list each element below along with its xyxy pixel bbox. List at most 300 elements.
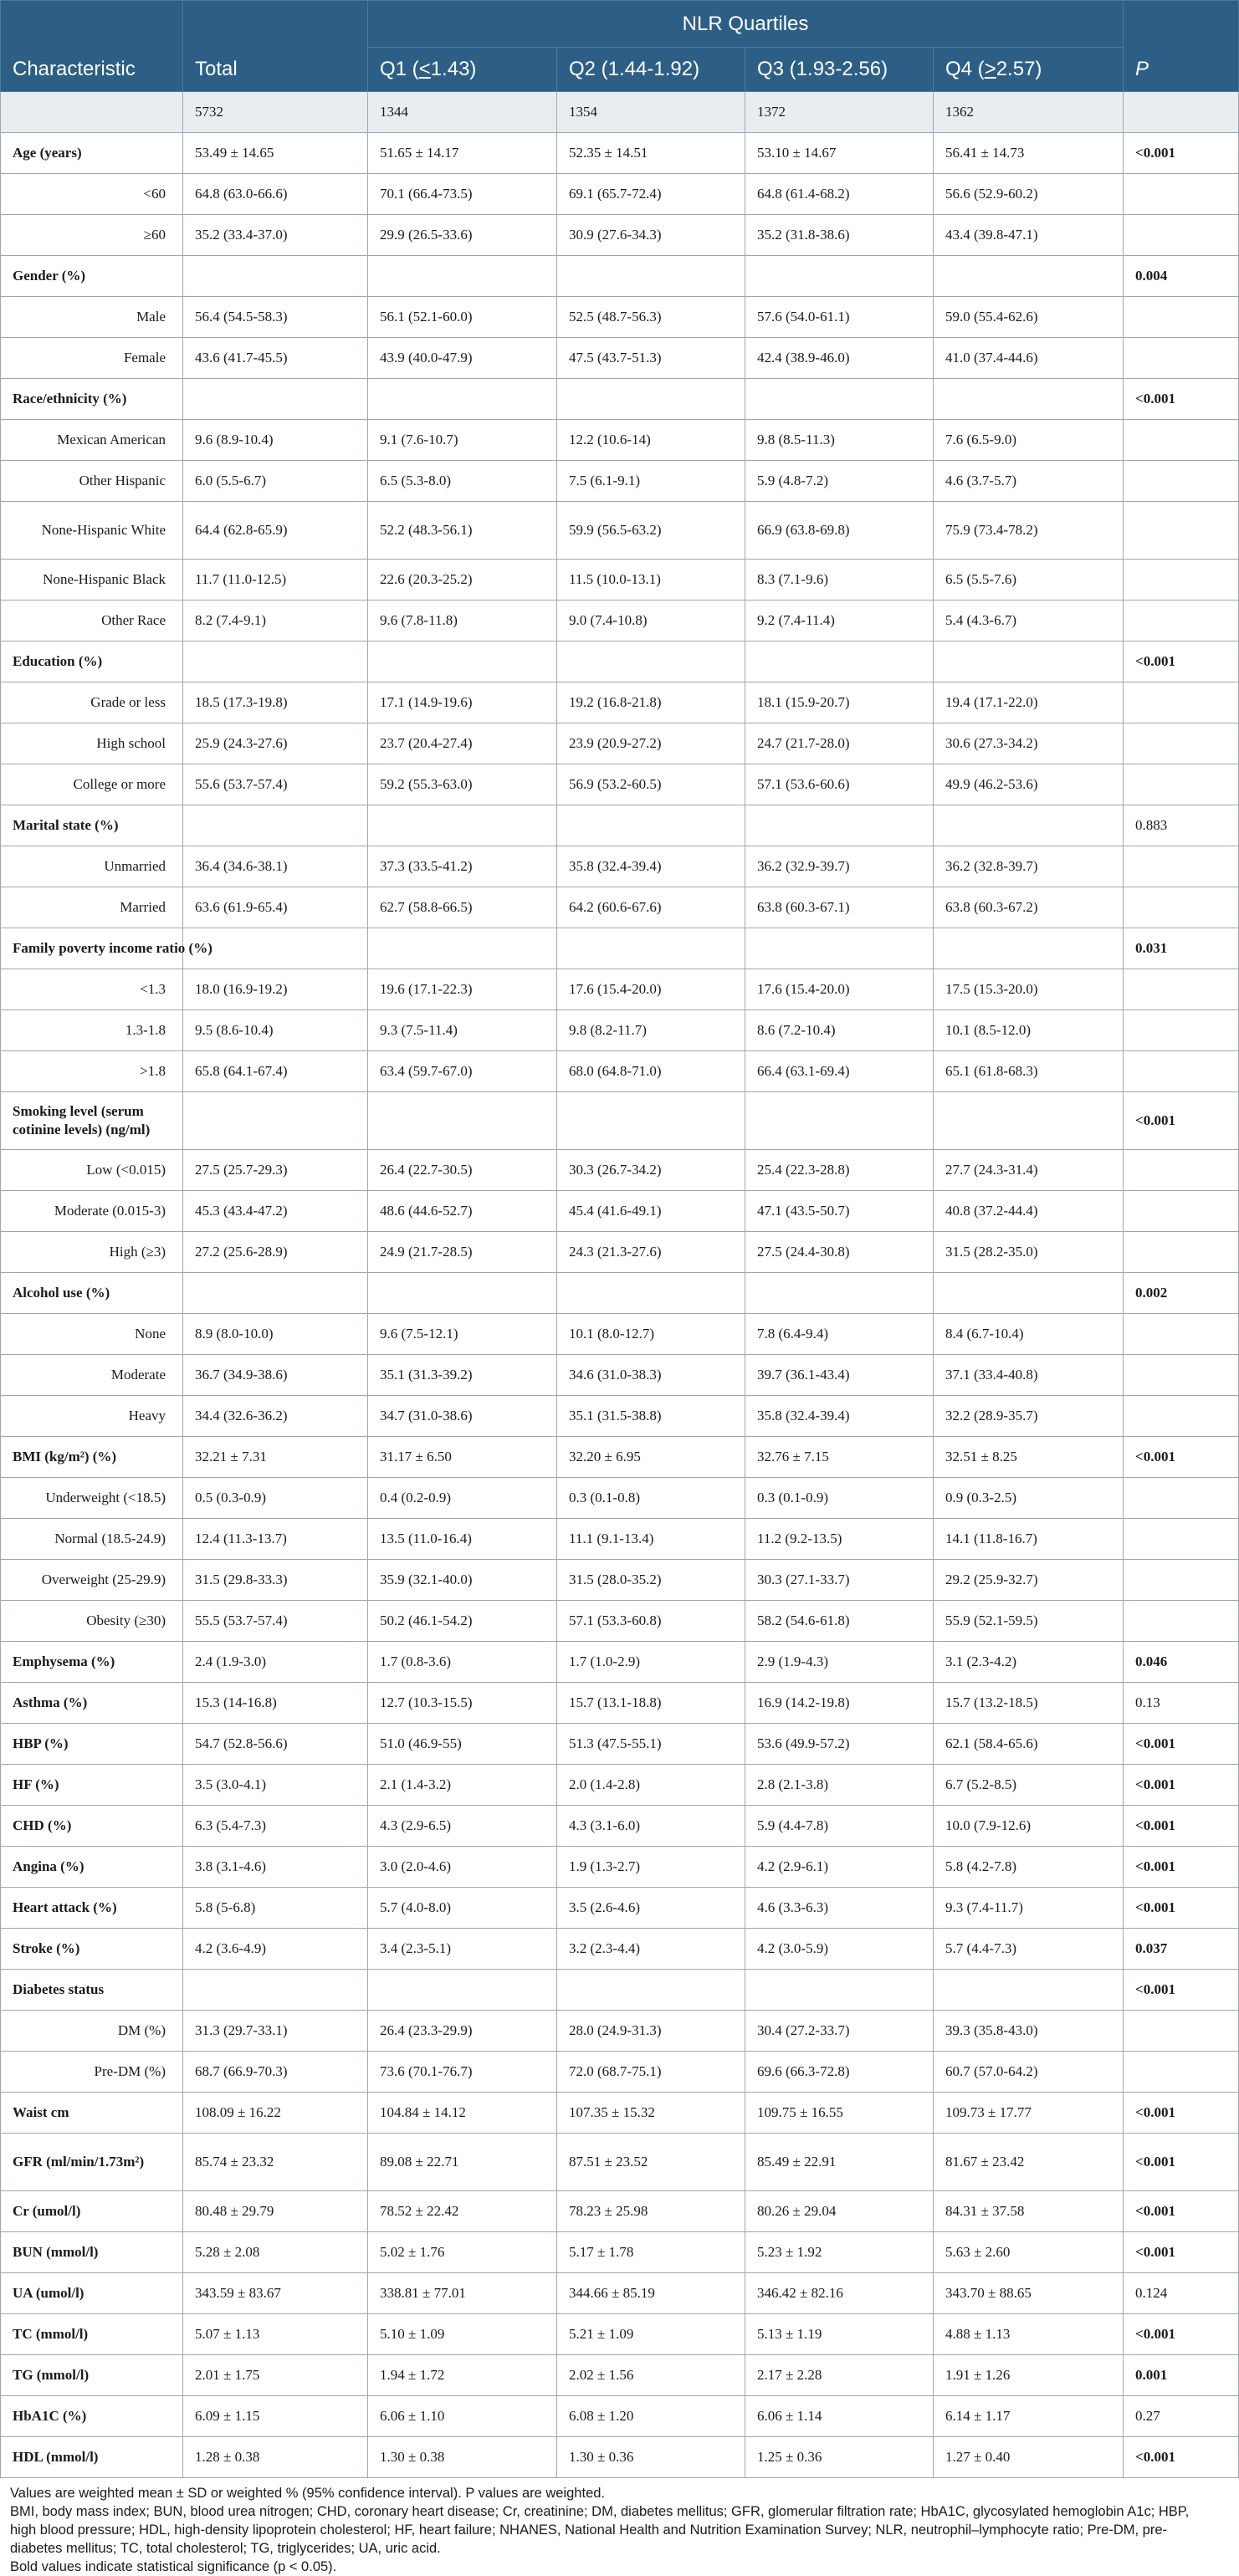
row-label: Moderate (0.015-3): [1, 1191, 183, 1232]
n-cell: 1354: [557, 92, 745, 133]
value-cell: 2.01 ± 1.75: [183, 2355, 368, 2396]
p-value-cell: <0.001: [1124, 1765, 1239, 1806]
value-cell: 56.9 (53.2-60.5): [557, 764, 745, 805]
value-cell: 6.5 (5.5-7.6): [934, 560, 1124, 601]
value-cell: [368, 641, 557, 682]
value-cell: 57.1 (53.3-60.8): [557, 1601, 745, 1642]
value-cell: 4.2 (3.6-4.9): [183, 1929, 368, 1970]
value-cell: 58.2 (54.6-61.8): [745, 1601, 934, 1642]
p-value-cell: <0.001: [1124, 1437, 1239, 1478]
p-value-cell: [1124, 338, 1239, 379]
p-value-cell: <0.001: [1124, 2232, 1239, 2273]
table-row: [1, 2314, 1239, 2355]
value-cell: 18.5 (17.3-19.8): [183, 682, 368, 723]
row-label: Emphysema (%): [1, 1642, 183, 1683]
table-row: [1, 1273, 1239, 1314]
value-cell: 35.2 (33.4-37.0): [183, 215, 368, 256]
row-label: Smoking level (serum cotinine levels) (ng/ml): [1, 1092, 183, 1150]
table-row: [1, 461, 1239, 502]
value-cell: 11.1 (9.1-13.4): [557, 1519, 745, 1560]
row-label: Female: [1, 338, 183, 379]
table-row: [1, 2134, 1239, 2191]
value-cell: 6.06 ± 1.10: [368, 2396, 557, 2437]
value-cell: 35.1 (31.3-39.2): [368, 1355, 557, 1396]
value-cell: 10.0 (7.9-12.6): [934, 1806, 1124, 1847]
row-label: High (≥3): [1, 1232, 183, 1273]
value-cell: 52.5 (48.7-56.3): [557, 297, 745, 338]
value-cell: 39.3 (35.8-43.0): [934, 2011, 1124, 2052]
p-value-cell: <0.001: [1124, 1847, 1239, 1888]
value-cell: 1.30 ± 0.38: [368, 2437, 557, 2478]
value-cell: 5.13 ± 1.19: [745, 2314, 934, 2355]
p-value-cell: [1124, 174, 1239, 215]
value-cell: 4.3 (2.9-6.5): [368, 1806, 557, 1847]
value-cell: 2.9 (1.9-4.3): [745, 1642, 934, 1683]
value-cell: 5.28 ± 2.08: [183, 2232, 368, 2273]
value-cell: 27.7 (24.3-31.4): [934, 1150, 1124, 1191]
p-value-cell: [1124, 1355, 1239, 1396]
value-cell: 17.5 (15.3-20.0): [934, 969, 1124, 1010]
value-cell: 27.2 (25.6-28.9): [183, 1232, 368, 1273]
value-cell: 8.2 (7.4-9.1): [183, 601, 368, 641]
table-row: [1, 2052, 1239, 2093]
value-cell: 36.2 (32.8-39.7): [934, 846, 1124, 887]
value-cell: 8.9 (8.0-10.0): [183, 1314, 368, 1355]
p-value-cell: <0.001: [1124, 379, 1239, 420]
p-value-cell: <0.001: [1124, 2093, 1239, 2134]
value-cell: 1.91 ± 1.26: [934, 2355, 1124, 2396]
value-cell: 69.6 (66.3-72.8): [745, 2052, 934, 2093]
p-value-cell: [1124, 502, 1239, 560]
row-label: Unmarried: [1, 846, 183, 887]
value-cell: 7.5 (6.1-9.1): [557, 461, 745, 502]
value-cell: 65.1 (61.8-68.3): [934, 1051, 1124, 1092]
value-cell: [368, 805, 557, 846]
row-label: <60: [1, 174, 183, 215]
value-cell: 53.6 (49.9-57.2): [745, 1724, 934, 1765]
value-cell: 1.30 ± 0.36: [557, 2437, 745, 2478]
row-label: Normal (18.5-24.9): [1, 1519, 183, 1560]
p-value-cell: 0.046: [1124, 1642, 1239, 1683]
p-value-cell: 0.001: [1124, 2355, 1239, 2396]
value-cell: 3.5 (3.0-4.1): [183, 1765, 368, 1806]
table-row: [1, 928, 1239, 969]
value-cell: 54.7 (52.8-56.6): [183, 1724, 368, 1765]
table-row: [1, 969, 1239, 1010]
table-row: [1, 1478, 1239, 1519]
value-cell: 53.49 ± 14.65: [183, 133, 368, 174]
table-row: [1, 1560, 1239, 1601]
p-value-cell: 0.031: [1124, 928, 1239, 969]
value-cell: 338.81 ± 77.01: [368, 2273, 557, 2314]
table-row: [1, 1355, 1239, 1396]
table-row: [1, 1888, 1239, 1929]
value-cell: 64.2 (60.6-67.6): [557, 887, 745, 928]
p-value-cell: [1124, 601, 1239, 641]
value-cell: 3.4 (2.3-5.1): [368, 1929, 557, 1970]
value-cell: 27.5 (24.4-30.8): [745, 1232, 934, 1273]
p-value-cell: <0.001: [1124, 641, 1239, 682]
value-cell: 31.5 (29.8-33.3): [183, 1560, 368, 1601]
value-cell: 0.4 (0.2-0.9): [368, 1478, 557, 1519]
p-value-cell: 0.13: [1124, 1683, 1239, 1724]
table-row: [1, 1232, 1239, 1273]
value-cell: 30.4 (27.2-33.7): [745, 2011, 934, 2052]
value-cell: 1.9 (1.3-2.7): [557, 1847, 745, 1888]
value-cell: [745, 805, 934, 846]
p-value-cell: [1124, 1478, 1239, 1519]
row-label: Asthma (%): [1, 1683, 183, 1724]
value-cell: 343.70 ± 88.65: [934, 2273, 1124, 2314]
value-cell: 109.73 ± 17.77: [934, 2093, 1124, 2134]
value-cell: 59.9 (56.5-63.2): [557, 502, 745, 560]
value-cell: [934, 1273, 1124, 1314]
value-cell: 2.4 (1.9-3.0): [183, 1642, 368, 1683]
value-cell: 9.8 (8.2-11.7): [557, 1010, 745, 1051]
value-cell: 344.66 ± 85.19: [557, 2273, 745, 2314]
value-cell: 9.3 (7.5-11.4): [368, 1010, 557, 1051]
value-cell: 65.8 (64.1-67.4): [183, 1051, 368, 1092]
value-cell: 39.7 (36.1-43.4): [745, 1355, 934, 1396]
row-label: Marital state (%): [1, 805, 183, 846]
row-label: None-Hispanic Black: [1, 560, 183, 601]
value-cell: [745, 1273, 934, 1314]
value-cell: 57.1 (53.6-60.6): [745, 764, 934, 805]
header-nlr-quartiles: NLR Quartiles: [368, 1, 1124, 48]
value-cell: 36.7 (34.9-38.6): [183, 1355, 368, 1396]
n-row: [1, 92, 1239, 133]
row-label: Overweight (25-29.9): [1, 1560, 183, 1601]
p-value-cell: [1124, 1601, 1239, 1642]
value-cell: 52.2 (48.3-56.1): [368, 502, 557, 560]
p-value-cell: [1124, 1010, 1239, 1051]
row-label: College or more: [1, 764, 183, 805]
value-cell: 52.35 ± 14.51: [557, 133, 745, 174]
value-cell: 78.52 ± 22.42: [368, 2191, 557, 2232]
p-value-cell: [1124, 682, 1239, 723]
value-cell: 32.51 ± 8.25: [934, 1437, 1124, 1478]
row-label: High school: [1, 723, 183, 764]
value-cell: 47.1 (43.5-50.7): [745, 1191, 934, 1232]
table-row: [1, 420, 1239, 461]
row-label: 1.3-1.8: [1, 1010, 183, 1051]
value-cell: 1.28 ± 0.38: [183, 2437, 368, 2478]
table-row: [1, 2273, 1239, 2314]
p-value-cell: 0.004: [1124, 256, 1239, 297]
value-cell: [368, 1092, 557, 1150]
value-cell: 2.02 ± 1.56: [557, 2355, 745, 2396]
value-cell: 40.8 (37.2-44.4): [934, 1191, 1124, 1232]
value-cell: 78.23 ± 25.98: [557, 2191, 745, 2232]
value-cell: [934, 1092, 1124, 1150]
p-value-cell: <0.001: [1124, 133, 1239, 174]
value-cell: 2.0 (1.4-2.8): [557, 1765, 745, 1806]
value-cell: 5.8 (5-6.8): [183, 1888, 368, 1929]
value-cell: [183, 805, 368, 846]
value-cell: 66.4 (63.1-69.4): [745, 1051, 934, 1092]
table-row: [1, 846, 1239, 887]
row-label: Stroke (%): [1, 1929, 183, 1970]
value-cell: 2.8 (2.1-3.8): [745, 1765, 934, 1806]
value-cell: 55.5 (53.7-57.4): [183, 1601, 368, 1642]
p-value-cell: [1124, 1232, 1239, 1273]
value-cell: 24.9 (21.7-28.5): [368, 1232, 557, 1273]
value-cell: 31.17 ± 6.50: [368, 1437, 557, 1478]
value-cell: 5.63 ± 2.60: [934, 2232, 1124, 2273]
table-row: [1, 723, 1239, 764]
table-row: [1, 2191, 1239, 2232]
value-cell: 30.6 (27.3-34.2): [934, 723, 1124, 764]
value-cell: 24.3 (21.3-27.6): [557, 1232, 745, 1273]
value-cell: 55.9 (52.1-59.5): [934, 1601, 1124, 1642]
value-cell: 34.6 (31.0-38.3): [557, 1355, 745, 1396]
table-row: [1, 2011, 1239, 2052]
value-cell: 6.08 ± 1.20: [557, 2396, 745, 2437]
value-cell: 17.1 (14.9-19.6): [368, 682, 557, 723]
value-cell: 60.7 (57.0-64.2): [934, 2052, 1124, 2093]
value-cell: 31.3 (29.7-33.1): [183, 2011, 368, 2052]
p-value-cell: [1124, 461, 1239, 502]
value-cell: 63.4 (59.7-67.0): [368, 1051, 557, 1092]
table-row: [1, 1396, 1239, 1437]
table-row: [1, 1191, 1239, 1232]
value-cell: 47.5 (43.7-51.3): [557, 338, 745, 379]
row-label: None-Hispanic White: [1, 502, 183, 560]
value-cell: 5.10 ± 1.09: [368, 2314, 557, 2355]
value-cell: 11.2 (9.2-13.5): [745, 1519, 934, 1560]
p-value-cell: 0.27: [1124, 2396, 1239, 2437]
value-cell: 5.17 ± 1.78: [557, 2232, 745, 2273]
n-cell: 1372: [745, 92, 934, 133]
header-total: Total: [183, 1, 368, 92]
value-cell: 346.42 ± 82.16: [745, 2273, 934, 2314]
value-cell: [557, 379, 745, 420]
row-label: BMI (kg/m²) (%): [1, 1437, 183, 1478]
value-cell: 35.8 (32.4-39.4): [557, 846, 745, 887]
value-cell: 35.8 (32.4-39.4): [745, 1396, 934, 1437]
p-value-cell: 0.883: [1124, 805, 1239, 846]
p-value-cell: [1124, 1519, 1239, 1560]
value-cell: [557, 805, 745, 846]
header-q4: Q4 (>2.57): [934, 48, 1124, 92]
value-cell: 1.27 ± 0.40: [934, 2437, 1124, 2478]
value-cell: 32.2 (28.9-35.7): [934, 1396, 1124, 1437]
value-cell: [934, 805, 1124, 846]
p-value-cell: 0.037: [1124, 1929, 1239, 1970]
value-cell: 6.3 (5.4-7.3): [183, 1806, 368, 1847]
table-row: [1, 1051, 1239, 1092]
value-cell: 13.5 (11.0-16.4): [368, 1519, 557, 1560]
value-cell: 36.4 (34.6-38.1): [183, 846, 368, 887]
value-cell: 6.7 (5.2-8.5): [934, 1765, 1124, 1806]
value-cell: 64.8 (63.0-66.6): [183, 174, 368, 215]
p-value-cell: [1124, 1191, 1239, 1232]
value-cell: 0.3 (0.1-0.9): [745, 1478, 934, 1519]
p-value-cell: <0.001: [1124, 1092, 1239, 1150]
value-cell: 0.9 (0.3-2.5): [934, 1478, 1124, 1519]
table-row: [1, 502, 1239, 560]
value-cell: 35.9 (32.1-40.0): [368, 1560, 557, 1601]
table-row: [1, 297, 1239, 338]
value-cell: [557, 641, 745, 682]
value-cell: 45.4 (41.6-49.1): [557, 1191, 745, 1232]
value-cell: 18.0 (16.9-19.2): [183, 969, 368, 1010]
p-value-cell: <0.001: [1124, 2437, 1239, 2478]
value-cell: 7.8 (6.4-9.4): [745, 1314, 934, 1355]
value-cell: 56.4 (54.5-58.3): [183, 297, 368, 338]
value-cell: 68.7 (66.9-70.3): [183, 2052, 368, 2093]
row-label: Heavy: [1, 1396, 183, 1437]
row-label: DM (%): [1, 2011, 183, 2052]
table-row: [1, 641, 1239, 682]
value-cell: 56.41 ± 14.73: [934, 133, 1124, 174]
header-q1: Q1 (<1.43): [368, 48, 557, 92]
value-cell: 43.4 (39.8-47.1): [934, 215, 1124, 256]
value-cell: [368, 928, 557, 969]
row-label: ≥60: [1, 215, 183, 256]
row-label: TG (mmol/l): [1, 2355, 183, 2396]
value-cell: 72.0 (68.7-75.1): [557, 2052, 745, 2093]
value-cell: 3.2 (2.3-4.4): [557, 1929, 745, 1970]
value-cell: 2.1 (1.4-3.2): [368, 1765, 557, 1806]
value-cell: 64.4 (62.8-65.9): [183, 502, 368, 560]
value-cell: 32.20 ± 6.95: [557, 1437, 745, 1478]
table-row: [1, 174, 1239, 215]
value-cell: [745, 379, 934, 420]
p-value-cell: <0.001: [1124, 2314, 1239, 2355]
header-characteristic: Characteristic: [1, 1, 183, 92]
value-cell: 56.6 (52.9-60.2): [934, 174, 1124, 215]
value-cell: 4.6 (3.7-5.7): [934, 461, 1124, 502]
value-cell: 57.6 (54.0-61.1): [745, 297, 934, 338]
value-cell: 53.10 ± 14.67: [745, 133, 934, 174]
table-row: [1, 1847, 1239, 1888]
value-cell: 4.3 (3.1-6.0): [557, 1806, 745, 1847]
row-label: TC (mmol/l): [1, 2314, 183, 2355]
table-row: [1, 887, 1239, 928]
n-cell: [1124, 92, 1239, 133]
value-cell: 36.2 (32.9-39.7): [745, 846, 934, 887]
value-cell: 9.8 (8.5-11.3): [745, 420, 934, 461]
value-cell: 109.75 ± 16.55: [745, 2093, 934, 2134]
table-row: [1, 2355, 1239, 2396]
value-cell: 5.7 (4.4-7.3): [934, 1929, 1124, 1970]
row-label: Angina (%): [1, 1847, 183, 1888]
p-value-cell: 0.124: [1124, 2273, 1239, 2314]
value-cell: 23.7 (20.4-27.4): [368, 723, 557, 764]
value-cell: 70.1 (66.4-73.5): [368, 174, 557, 215]
value-cell: 31.5 (28.0-35.2): [557, 1560, 745, 1601]
value-cell: 15.7 (13.1-18.8): [557, 1683, 745, 1724]
value-cell: 9.6 (7.8-11.8): [368, 601, 557, 641]
value-cell: 85.74 ± 23.32: [183, 2134, 368, 2191]
value-cell: 68.0 (64.8-71.0): [557, 1051, 745, 1092]
table-row: [1, 1092, 1239, 1150]
row-label: CHD (%): [1, 1806, 183, 1847]
value-cell: 8.3 (7.1-9.6): [745, 560, 934, 601]
value-cell: 3.0 (2.0-4.6): [368, 1847, 557, 1888]
value-cell: 4.2 (2.9-6.1): [745, 1847, 934, 1888]
value-cell: 5.07 ± 1.13: [183, 2314, 368, 2355]
p-value-cell: [1124, 2011, 1239, 2052]
row-label: Diabetes status: [1, 1970, 183, 2011]
value-cell: [557, 1092, 745, 1150]
value-cell: 9.5 (8.6-10.4): [183, 1010, 368, 1051]
value-cell: 5.9 (4.4-7.8): [745, 1806, 934, 1847]
table-row: [1, 560, 1239, 601]
p-value-cell: [1124, 1051, 1239, 1092]
value-cell: 25.9 (24.3-27.6): [183, 723, 368, 764]
value-cell: 73.6 (70.1-76.7): [368, 2052, 557, 2093]
value-cell: 6.06 ± 1.14: [745, 2396, 934, 2437]
value-cell: 26.4 (23.3-29.9): [368, 2011, 557, 2052]
value-cell: 8.6 (7.2-10.4): [745, 1010, 934, 1051]
row-label: Cr (umol/l): [1, 2191, 183, 2232]
table-row: [1, 805, 1239, 846]
table-row: [1, 1806, 1239, 1847]
p-value-cell: [1124, 560, 1239, 601]
p-value-cell: [1124, 215, 1239, 256]
row-label: Education (%): [1, 641, 183, 682]
value-cell: 85.49 ± 22.91: [745, 2134, 934, 2191]
value-cell: 43.9 (40.0-47.9): [368, 338, 557, 379]
row-label: Waist cm: [1, 2093, 183, 2134]
value-cell: 9.6 (8.9-10.4): [183, 420, 368, 461]
value-cell: 12.4 (11.3-13.7): [183, 1519, 368, 1560]
value-cell: 37.1 (33.4-40.8): [934, 1355, 1124, 1396]
value-cell: 18.1 (15.9-20.7): [745, 682, 934, 723]
table-row: [1, 256, 1239, 297]
value-cell: 35.2 (31.8-38.6): [745, 215, 934, 256]
value-cell: 22.6 (20.3-25.2): [368, 560, 557, 601]
value-cell: 29.9 (26.5-33.6): [368, 215, 557, 256]
value-cell: 15.7 (13.2-18.5): [934, 1683, 1124, 1724]
table-row: [1, 1150, 1239, 1191]
value-cell: 9.0 (7.4-10.8): [557, 601, 745, 641]
value-cell: 55.6 (53.7-57.4): [183, 764, 368, 805]
p-value-cell: [1124, 1396, 1239, 1437]
table-row: [1, 1314, 1239, 1355]
p-value-cell: [1124, 297, 1239, 338]
row-label: Mexican American: [1, 420, 183, 461]
value-cell: 8.4 (6.7-10.4): [934, 1314, 1124, 1355]
value-cell: [183, 1273, 368, 1314]
value-cell: 2.17 ± 2.28: [745, 2355, 934, 2396]
value-cell: 6.14 ± 1.17: [934, 2396, 1124, 2437]
value-cell: 27.5 (25.7-29.3): [183, 1150, 368, 1191]
footnote-abbreviations: BMI, body mass index; BUN, blood urea nitrogen; CHD, coronary heart disease; Cr, creatinine; DM, diabetes mellitus; GFR, glomerular filtration rate; HbA1C, glycosylated hemoglobin A1c; HBP, high blood pressure; HDL, high-density lipoprotein cholesterol; HF, heart failure; NHANES, National Health and Nutrition Examination Survey; NLR, neutrophil–lymphocyte ratio; Pre-DM, pre- diabetes mellitus; TC, total cholesterol; TG, triglycerides; UA, uric acid.: [10, 2504, 1190, 2556]
row-label: GFR (ml/min/1.73m²): [1, 2134, 183, 2191]
value-cell: [183, 256, 368, 297]
table-row: [1, 1010, 1239, 1051]
row-label: HbA1C (%): [1, 2396, 183, 2437]
value-cell: 11.7 (11.0-12.5): [183, 560, 368, 601]
value-cell: [934, 641, 1124, 682]
row-label: None: [1, 1314, 183, 1355]
value-cell: 45.3 (43.4-47.2): [183, 1191, 368, 1232]
row-label: Underweight (<18.5): [1, 1478, 183, 1519]
value-cell: 28.0 (24.9-31.3): [557, 2011, 745, 2052]
table-row: [1, 2437, 1239, 2478]
table-body: [1, 92, 1239, 2478]
value-cell: 41.0 (37.4-44.6): [934, 338, 1124, 379]
table-row: [1, 1765, 1239, 1806]
value-cell: 9.3 (7.4-11.7): [934, 1888, 1124, 1929]
value-cell: 23.9 (20.9-27.2): [557, 723, 745, 764]
row-label: >1.8: [1, 1051, 183, 1092]
value-cell: 6.0 (5.5-6.7): [183, 461, 368, 502]
value-cell: 34.4 (32.6-36.2): [183, 1396, 368, 1437]
